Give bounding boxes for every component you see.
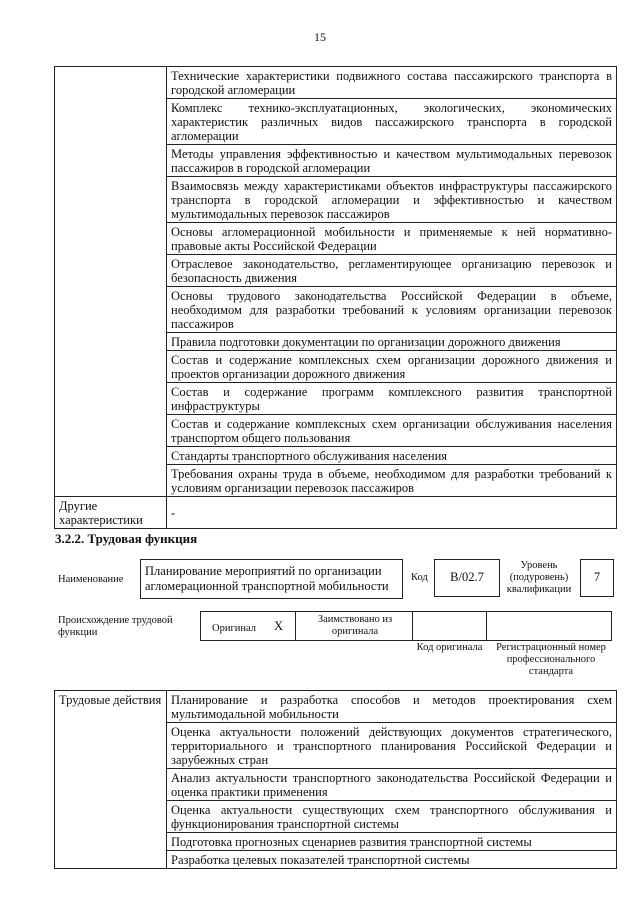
table-cell: Отраслевое законодательство, регламентирующее организацию перевозок и безопасность движения xyxy=(167,255,617,287)
table-cell: Состав и содержание комплексных схем организации обслуживания населения транспортом общего пользования xyxy=(167,415,617,447)
knowledge-table xyxy=(54,66,617,529)
table-cell: Правила подготовки документации по организации дорожного движения xyxy=(167,333,617,351)
table-cell: Разработка целевых показателей транспортной системы xyxy=(167,851,617,869)
table-row xyxy=(55,497,617,529)
table-cell: Анализ актуальности транспортного законодательства Российской Федерации и оценка практики применения xyxy=(167,769,617,801)
page-number: 15 xyxy=(314,30,326,44)
labor-actions-label: Трудовые действия xyxy=(55,691,167,869)
table-cell: Взаимосвязь между характеристиками объектов инфраструктуры пассажирского транспорта в городской агломерации и эффективностью и качеством мультимодальных перевозок пассажиров xyxy=(167,177,617,223)
other-characteristics-label: Другие характеристики xyxy=(55,497,167,529)
level-value: 7 xyxy=(593,570,601,584)
table-cell: Основы трудового законодательства Российской Федерации в объеме, необходимом для разработки требований к условиям организации перевозок пассажиров xyxy=(167,287,617,333)
level-label: Уровень (подуровень) квалификации xyxy=(506,560,572,595)
table-cell: Комплекс технико-эксплуатационных, экологических, экономических характеристик различных видов пассажирского транспорта в городской агломерации xyxy=(167,99,617,145)
original-label: Оригинал xyxy=(212,623,256,634)
table-cell: Подготовка прогнозных сценариев развития транспортной системы xyxy=(167,833,617,851)
code-label: Код xyxy=(411,572,428,583)
table-cell: Основы агломерационной мобильности и применяемые к ней нормативно-правовые акты Российской Федерации xyxy=(167,223,617,255)
table-cell: Оценка актуальности положений действующих документов стратегического, территориального и транспортного планирования Российской Федерации и зарубежных стран xyxy=(167,723,617,769)
code-original-caption: Код оригинала xyxy=(416,642,483,653)
table-cell: Оценка актуальности существующих схем транспортного обслуживания и функционирования транспортной системы xyxy=(167,801,617,833)
original-mark: X xyxy=(274,619,284,633)
table-cell: Технические характеристики подвижного состава пассажирского транспорта в городской агломерации xyxy=(167,67,617,99)
code-value: B/02.7 xyxy=(450,570,484,584)
code-original-cell xyxy=(412,611,487,641)
table-cell: Планирование и разработка способов и методов проектирования схем мультимодальной мобильности xyxy=(167,691,617,723)
origin-label: Происхождение трудовой функции xyxy=(58,615,173,638)
table-cell: Стандарты транспортного обслуживания населения xyxy=(167,447,617,465)
labor-actions-table xyxy=(54,690,617,869)
table-cell: Требования охраны труда в объеме, необходимом для разработки требований к условиям организации перевозок пассажиров xyxy=(167,465,617,497)
other-characteristics-value: - xyxy=(167,497,617,529)
table-cell: Состав и содержание комплексных схем организации дорожного движения и проектов организации дорожного движения xyxy=(167,351,617,383)
table-cell: Состав и содержание программ комплексного развития транспортной инфраструктуры xyxy=(167,383,617,415)
reg-number-caption: Регистрационный номер профессионального стандарта xyxy=(496,642,606,677)
name-label: Наименование xyxy=(58,574,124,585)
section-heading: 3.2.2. Трудовая функция xyxy=(55,531,198,546)
table-row xyxy=(55,691,617,723)
row-label-empty xyxy=(55,67,167,497)
name-value: Планирование мероприятий по организации агломерационной транспортной мобильности xyxy=(145,564,389,593)
table-row xyxy=(55,67,617,99)
table-cell: Методы управления эффективностью и качеством мультимодальных перевозок пассажиров в городской агломерации xyxy=(167,145,617,177)
borrowed-label: Заимствовано из оригинала xyxy=(317,614,393,637)
